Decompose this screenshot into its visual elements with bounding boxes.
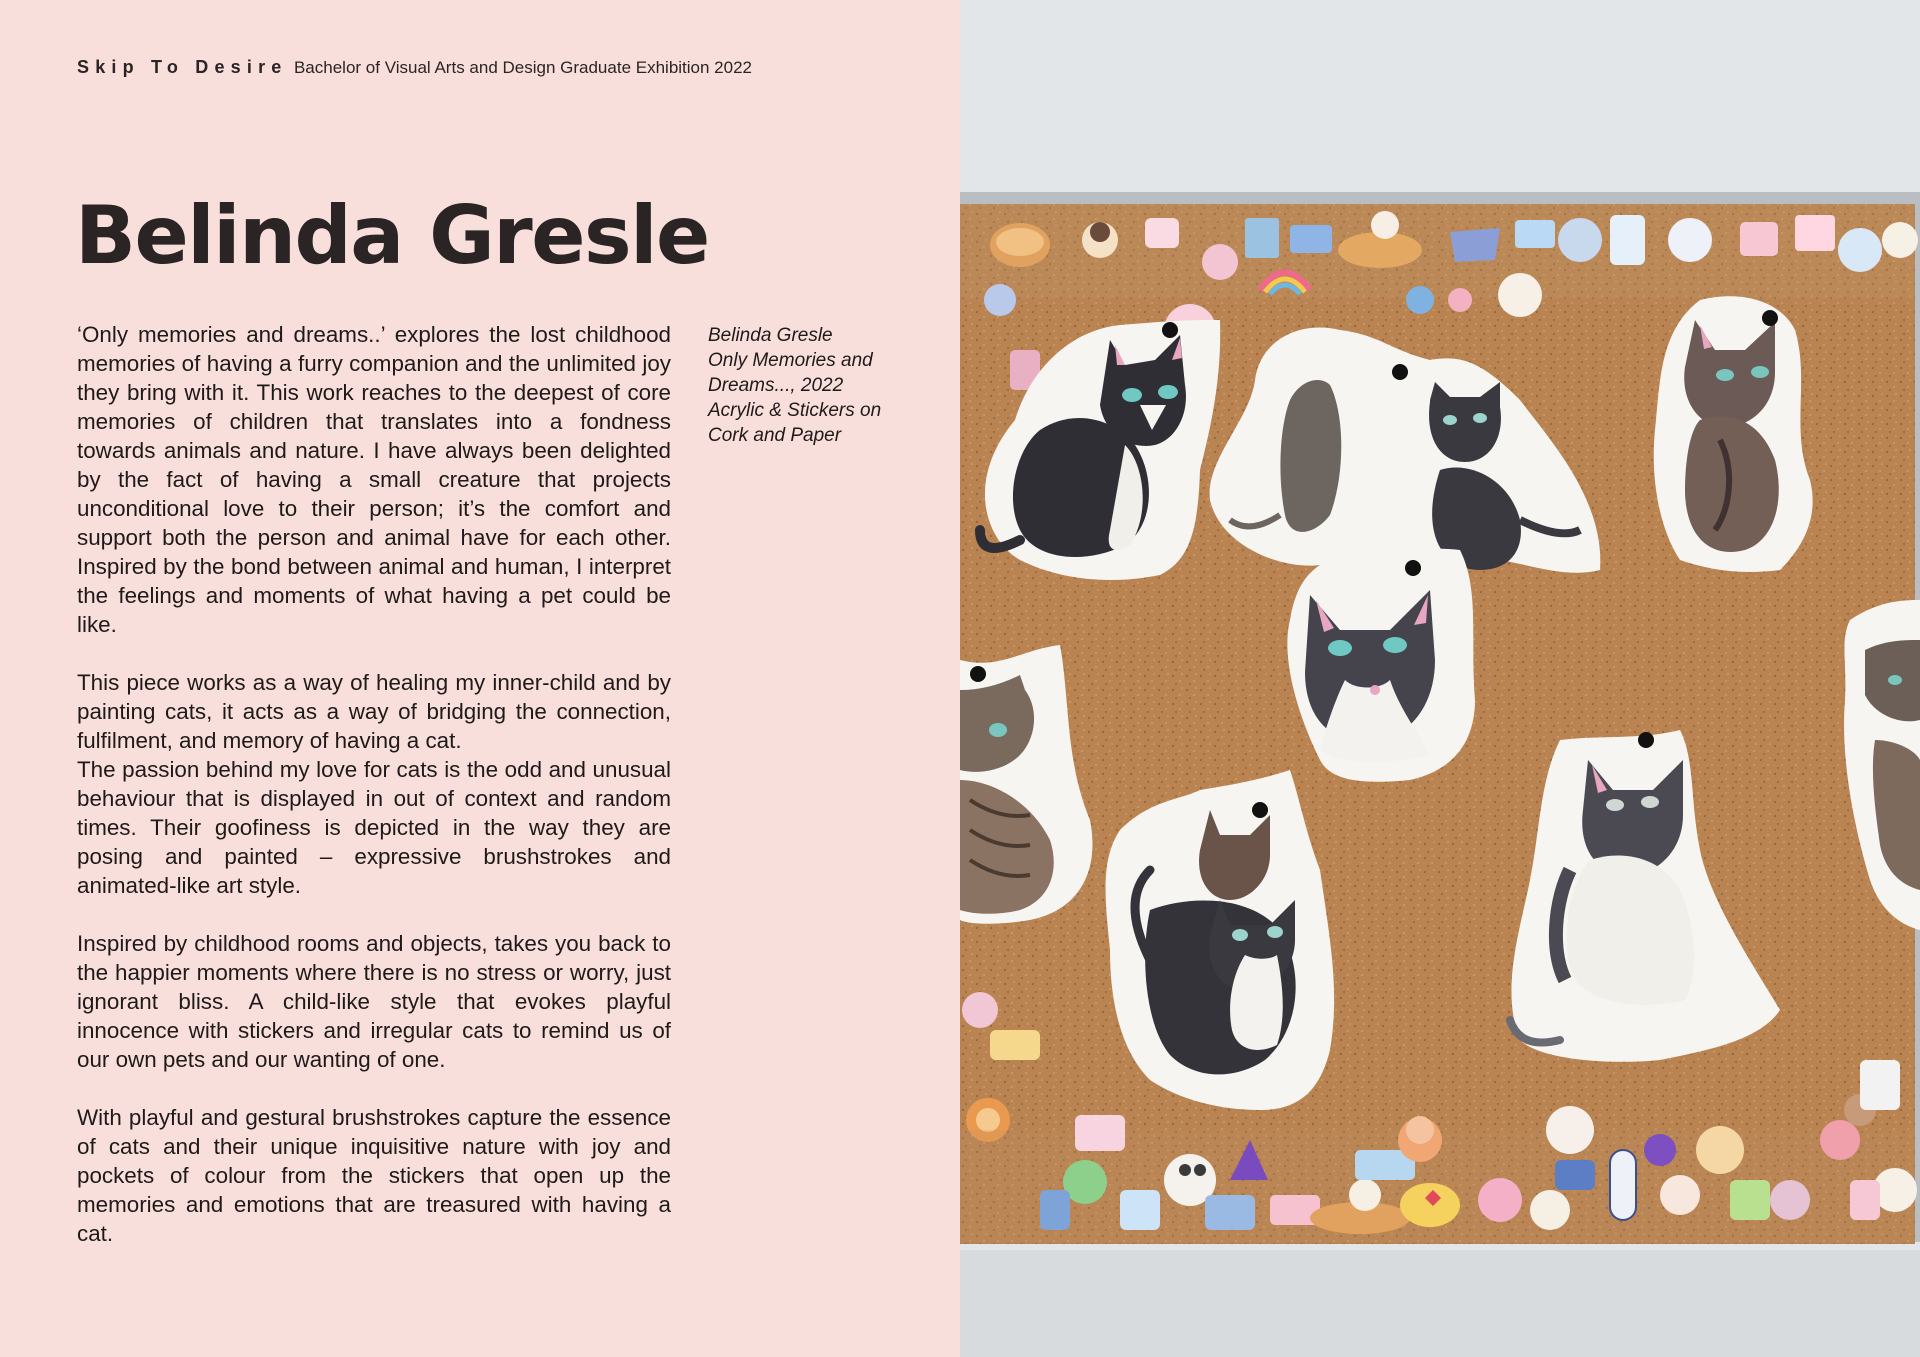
wall-shadow [960,1250,1920,1357]
caption-medium-support: Cork and Paper [708,425,842,446]
cat-painting-4 [1287,549,1475,782]
page-header [77,57,752,78]
artist-name: Belinda Gresle [75,189,709,282]
exhibition-brand: Skip To Desire [77,57,288,77]
caption-title-year: Dreams..., 2022 [708,375,844,396]
statement-paragraph: The passion behind my love for cats is the odd and unusual behaviour that is displayed in out of context and random times. Their goofiness is depicted in the way they are posing and painted – expressive brushstrokes and animated-like art style. [77,757,671,898]
cat-painting-6 [1106,770,1335,1110]
artwork-caption [708,323,908,448]
statement-paragraph: With playful and gestural brushstrokes capture the essence of cats and their unique inquisitive nature with joy and pockets of colour from the stickers that open up the memories and emotions that are treasured with having a cat. [77,1105,671,1246]
statement-paragraph: This piece works as a way of healing my inner-child and by painting cats, it acts as a way of bridging the connection, fulfilment, and memory of having a cat. [77,670,671,753]
statement-paragraph: ‘Only memories and dreams..’ explores the lost childhood memories of having a furry companion and the unlimited joy they bring with it. This work reaches to the deepest of core memories of children that translates into a fondness towards animals and nature. I have always been delighted by the fact of having a small creature that projects unconditional love to their person; it’s the comfort and support both the person and animal have for each other. Inspired by the bond between animal and human, I interpret the feelings and moments of what having a pet could be like. [77,322,671,637]
cat-painting-3 [1654,296,1813,572]
artwork-photo-illustration [960,0,1920,1357]
artwork-photo [960,0,1920,1357]
statement-paragraph: Inspired by childhood rooms and objects, takes you back to the happier moments where there is no stress or worry, just ignorant bliss. A child-like style that evokes playful innocence with stickers and irregular cats to remind us of our own pets and our wanting of one. [77,931,671,1072]
caption-artist: Belinda Gresle [708,325,833,346]
artist-statement [77,320,671,1248]
exhibition-subtitle: Bachelor of Visual Arts and Design Graduate Exhibition 2022 [293,58,752,77]
caption-medium-line: Acrylic & Stickers on [708,400,882,421]
caption-title-line: Only Memories and [708,350,873,371]
